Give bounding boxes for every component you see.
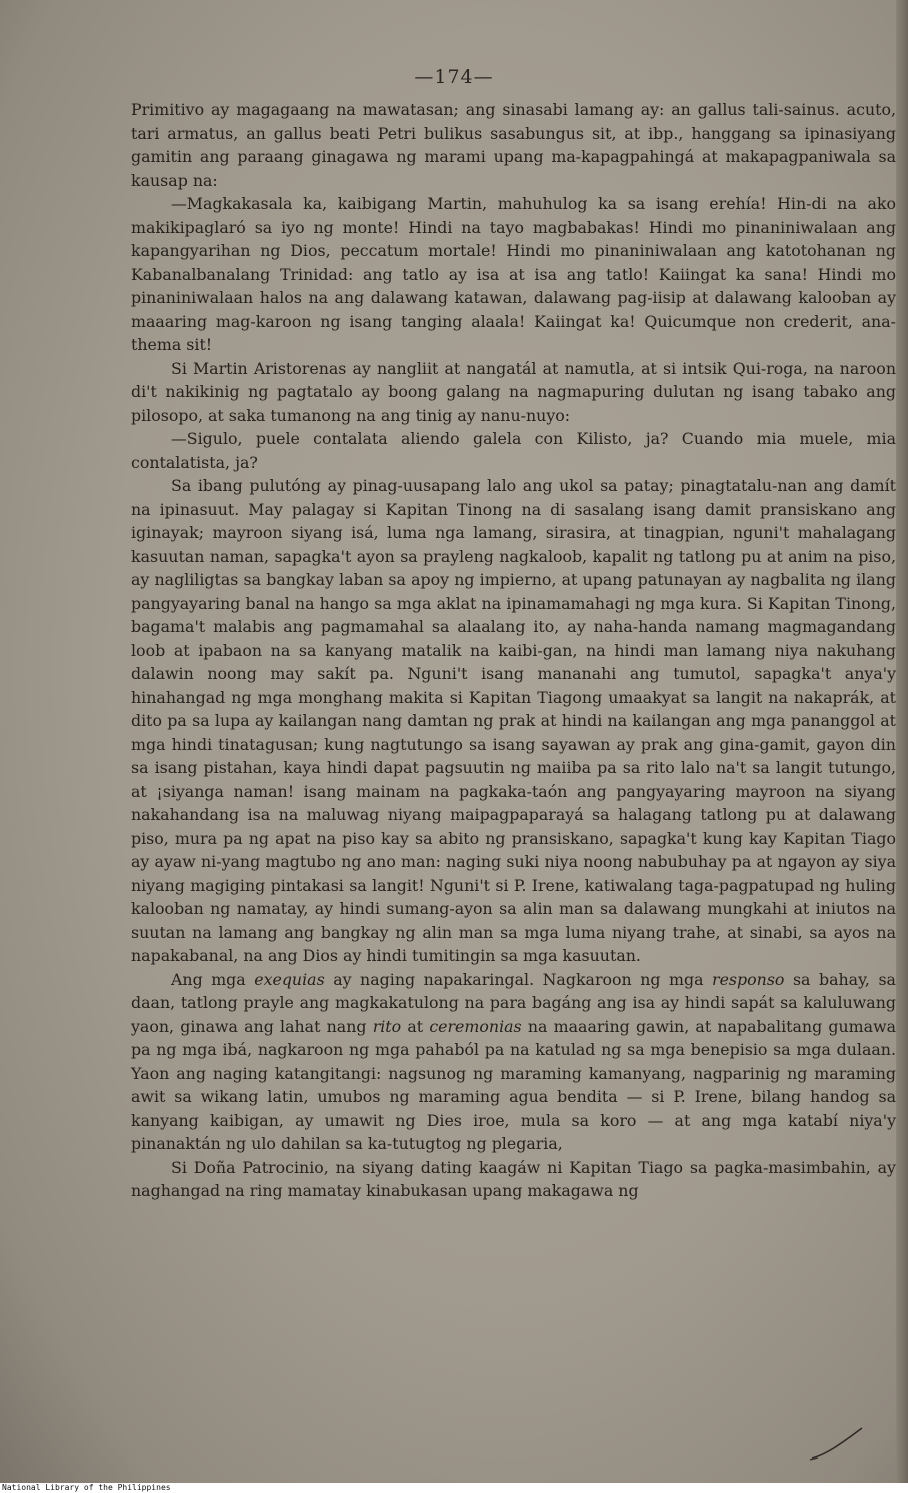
italic-responso: responso xyxy=(712,969,785,989)
paragraph-6-text-3: sa bahay, sa daan, tatlong prayle ang magkakatulong na para bagáng ang isa ay hindi sapát sa kaluluwang yaon, ginawa ang lahat nang xyxy=(131,969,896,1036)
paragraph-6-text-1: Ang mga xyxy=(171,969,255,989)
paragraph-7: Si Doña Patrocinio, na siyang dating kaagáw ni Kapitan Tiago sa pagka-masimbahin, ay naghangad na ring mamatay kinabukasan upang makagawa ng xyxy=(131,1157,896,1200)
paragraph-1: Primitivo ay magagaang na mawatasan; ang sinasabi lamang ay: an gallus tali-sainus. acuto, tari armatus, an gallus beati Petri bulikus sasabungus sit, at ibp., hanggang sa ipinasiyang gamitin ang paraang ginagawa ng marami upang ma-kapagpahingá at makapagpaniwala sa kausap na: xyxy=(131,100,896,190)
body-text xyxy=(131,98,896,1203)
page-edge-shadow xyxy=(896,0,908,1483)
italic-rito: rito xyxy=(372,1016,402,1036)
paragraph-2-dialog: —Magkakasala ka, kaibigang Martin, mahuhulog ka sa isang erehía! Hin-di na ako makikipaglaró sa iyo ng monte! Hindi na tayo magbabakas! Hindi mo pinaniniwalaan ang kapangyarihan ng Dios, peccatum mortale! Hindi mo pinaniniwalaan ang katotohanan ng Kabanalbanalang Trinidad: ang tatlo ay isa at isa ang tatlo! Kaiingat ka sana! Hindi mo pinaniniwalaan halos na ang dalawang katawan, dalawang pag-iisip at dalawang kalooban ay maaaring mag-karoon ng isang tanging alaala! Kaiingat ka! Quicumque non crederit, ana-thema sit! xyxy=(131,194,896,354)
pen-mark-icon xyxy=(808,1424,868,1464)
paragraph-6-exequias xyxy=(131,968,896,1156)
paragraph-6-text-5: na maaaring gawin, at napabalitang gumawa pa ng mga ibá, nagkaroon ng mga pahaból pa na katulad ng sa mga benepisio sa mga dulaan. Yaon ang naging katangitangi: nagsunog ng maraming kamanyang, nagparinig ng maraming awit sa wikang latin, umubos ng maraming agua bendita — si P. Irene, bilang handog sa kanyang kaibigan, ay umawit ng Dies iroe, mula sa koro — at ang mga katabí niya'y pinanaktán ng ulo dahilan sa ka-tutugtog ng plegaria, xyxy=(131,1016,897,1153)
page-number: —174— xyxy=(414,66,494,88)
paragraph-6-text-2: ay naging napakaringal. Nagkaroon ng mga xyxy=(324,969,713,989)
italic-exequias: exequias xyxy=(254,969,325,989)
footer-label: National Library of the Philippines xyxy=(2,1483,171,1492)
footer-bar xyxy=(0,1483,908,1493)
italic-ceremonias: ceremonias xyxy=(429,1016,522,1036)
paragraph-3: Si Martin Aristorenas ay nangliit at nangatál at namutla, at si intsik Qui-roga, na naroon di't nakikinig ng pagtatalo ay boong galang na nagmapuring dulutan ng isang tabako ang pilosopo, at saka tumanong na ang tinig ay nanu-nuyo: xyxy=(131,358,896,425)
paragraph-4-dialog: —Sigulo, puele contalata aliendo galela con Kilisto, ja? Cuando mia muele, mia contalatista, ja? xyxy=(131,429,896,472)
paragraph-6-text-4: at xyxy=(401,1016,430,1036)
paragraph-5: Sa ibang pulutóng ay pinag-uusapang lalo ang ukol sa patay; pinagtatalu-nan ang damít na ipinasuut. May palagay si Kapitan Tinong na di sasalang isang damit pransiskano ang iginayak; mayroon siyang isá, luma nga lamang, sirasira, at tinagpian, nguni't mahalagang kasuutan naman, sapagka't ayon sa prayleng nagkaloob, kapalit ng tatlong pu at anim na piso, ay nagliligtas sa bangkay laban sa apoy ng impierno, at upang patunayan ay nagbalita ng ilang pangyayaring banal na hango sa mga aklat na ipinamamahagi ng mga kura. Si Kapitan Tinong, bagama't malabis ang pagmamahal sa alaalang ito, ay naha-handa namang magmagandang loob at ipabaon na sa kanyang matalik na kaibi-gan, na hindi man lamang niya nakuhang dalawin noong may sakít pa. Nguni't isang mananahi ang tumutol, sapagka't anya'y hinahangad ng mga monghang makita si Kapitan Tiagong umaakyat sa langit na nakaprák, at dito pa sa lupa ay kailangan nang damtan ng prak at hindi na kailangan ang mga pananggol at mga hindi tinatagusan; kung nagtutungo sa isang sayawan ay prak ang gina-gamit, gayon din sa isang pistahan, kaya hindi dapat pagsuutin ng maiiba pa sa rito lalo na't sa langit tutungo, at ¡siyanga naman! isang mainam na pagkaka-taón ang pangyayaring mayroon na siyang nakahandang isa na maluwag niyang maipagpaparayá sa halagang tatlong pu at dalawang piso, mura pa ng apat na piso kay sa abito ng pransiskano, sapagka't kung kay Kapitan Tiago ay ayaw ni-yang magtubo ng ano man: naging suki niya noong nabubuhay pa at ngayon ay siya niyang magiging pintakasi sa langit! Nguni't si P. Irene, katiwalang taga-pagpatupad ng huling kalooban ng namatay, ay hindi sumang-ayon sa alin man sa dalawang mungkahi at iniutos na suutan na lamang ang bangkay ng alin man sa mga luma niyang trahe, at sinabi, sa ayos na napakabanal, na ang Dios ay hindi tumitingin sa mga kasuutan. xyxy=(131,476,896,965)
